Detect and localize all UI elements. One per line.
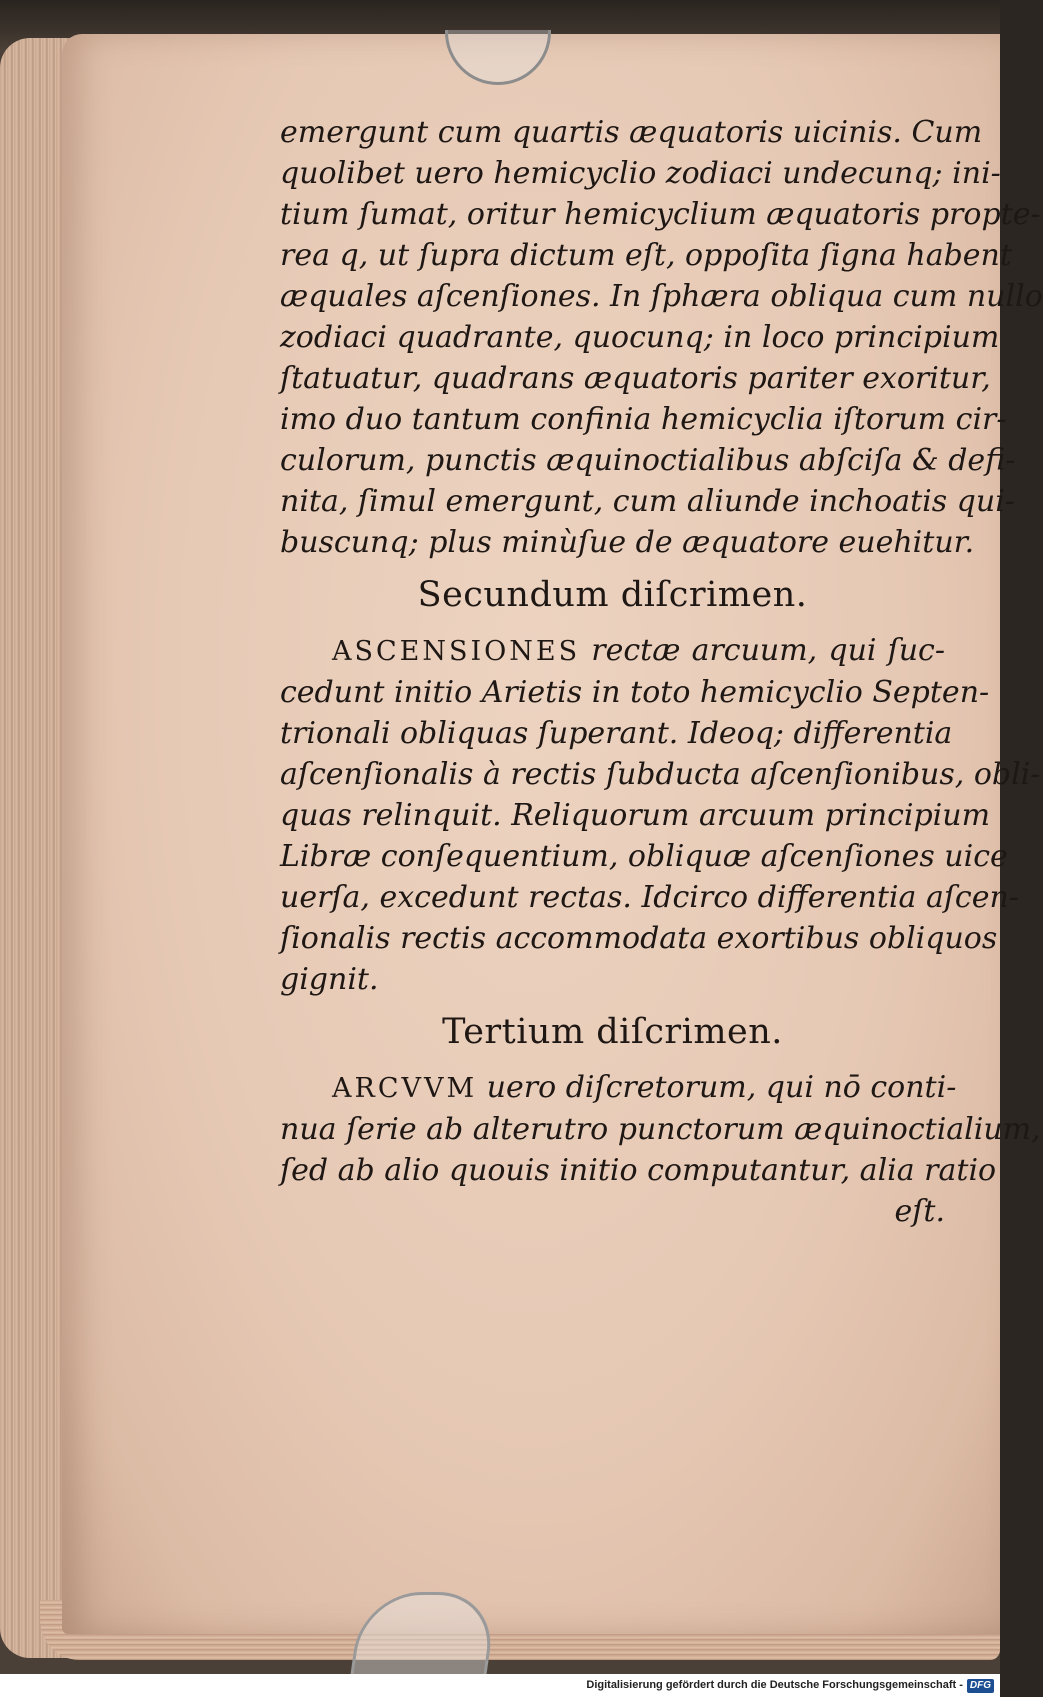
digitization-footer	[0, 1674, 1000, 1697]
text-line: ſtatuatur, quadrans æquatoris pariter exoritur,	[280, 361, 991, 396]
text-line: rea q, ut ſupra dictum eſt, oppoſita ſigna habent	[280, 238, 1012, 273]
catchword: eſt.	[894, 1194, 945, 1229]
text-line: trionali obliquas ſuperant. Ideoq; differentia	[280, 716, 953, 751]
text-line: tium ſumat, oritur hemicyclium æquatoris propte-	[280, 197, 1041, 232]
text-line: zodiaci quadrante, quocunq; in loco principium	[280, 320, 1000, 355]
text-line: imo duo tantum confinia hemicyclia iſtorum cir-	[280, 402, 1007, 437]
text-line: Libræ conſequentium, obliquæ aſcenſiones uice	[280, 839, 1008, 874]
text-line	[280, 1067, 957, 1109]
text-line: culorum, punctis æquinoctialibus abſciſa & defi-	[280, 443, 1016, 478]
text-line: ſionalis rectis accommodata exortibus obliquos	[280, 921, 998, 956]
text-run: uero diſcretorum, qui nō conti-	[477, 1070, 957, 1105]
text-line: ſed ab alio quouis initio computantur, alia ratio	[280, 1153, 997, 1188]
section-heading: Secundum diſcrimen.	[417, 575, 808, 615]
lead-word: ARCVVM	[332, 1073, 478, 1104]
text-line: æquales aſcenſiones. In ſphæra obliqua cum nullo	[280, 279, 1043, 314]
footer-text: Digitalisierung gefördert durch die Deutsche Forschungsgemeinschaft -	[586, 1679, 963, 1691]
text-line: nua ſerie ab alterutro punctorum æquinoctialium,	[280, 1112, 1041, 1147]
text-line: quolibet uero hemicyclio zodiaci undecunq; ini-	[280, 156, 1001, 191]
dfg-logo-icon: DFG	[967, 1679, 994, 1693]
section-heading: Tertium diſcrimen.	[442, 1012, 783, 1052]
text-line: nita, ſimul emergunt, cum aliunde inchoatis qui-	[280, 484, 1015, 519]
text-line: emergunt cum quartis æquatoris uicinis. Cum	[280, 115, 983, 150]
text-line: gignit.	[280, 962, 379, 997]
page-text	[280, 112, 1043, 1232]
text-line: buscunq; plus minùſue de æquatore euehitur.	[280, 525, 975, 560]
text-line: aſcenſionalis à rectis ſubducta aſcenſionibus, obli-	[280, 757, 1041, 792]
text-line: quas relinquit. Reliquorum arcuum principium	[280, 798, 991, 833]
text-line: cedunt initio Arietis in toto hemicyclio Septen-	[280, 675, 990, 710]
text-line: uerſa, excedunt rectas. Idcirco differentia aſcen-	[280, 880, 1019, 915]
lead-word: ASCENSIONES	[332, 636, 581, 667]
text-line	[280, 630, 945, 672]
text-run: rectæ arcuum, qui ſuc-	[580, 633, 945, 668]
